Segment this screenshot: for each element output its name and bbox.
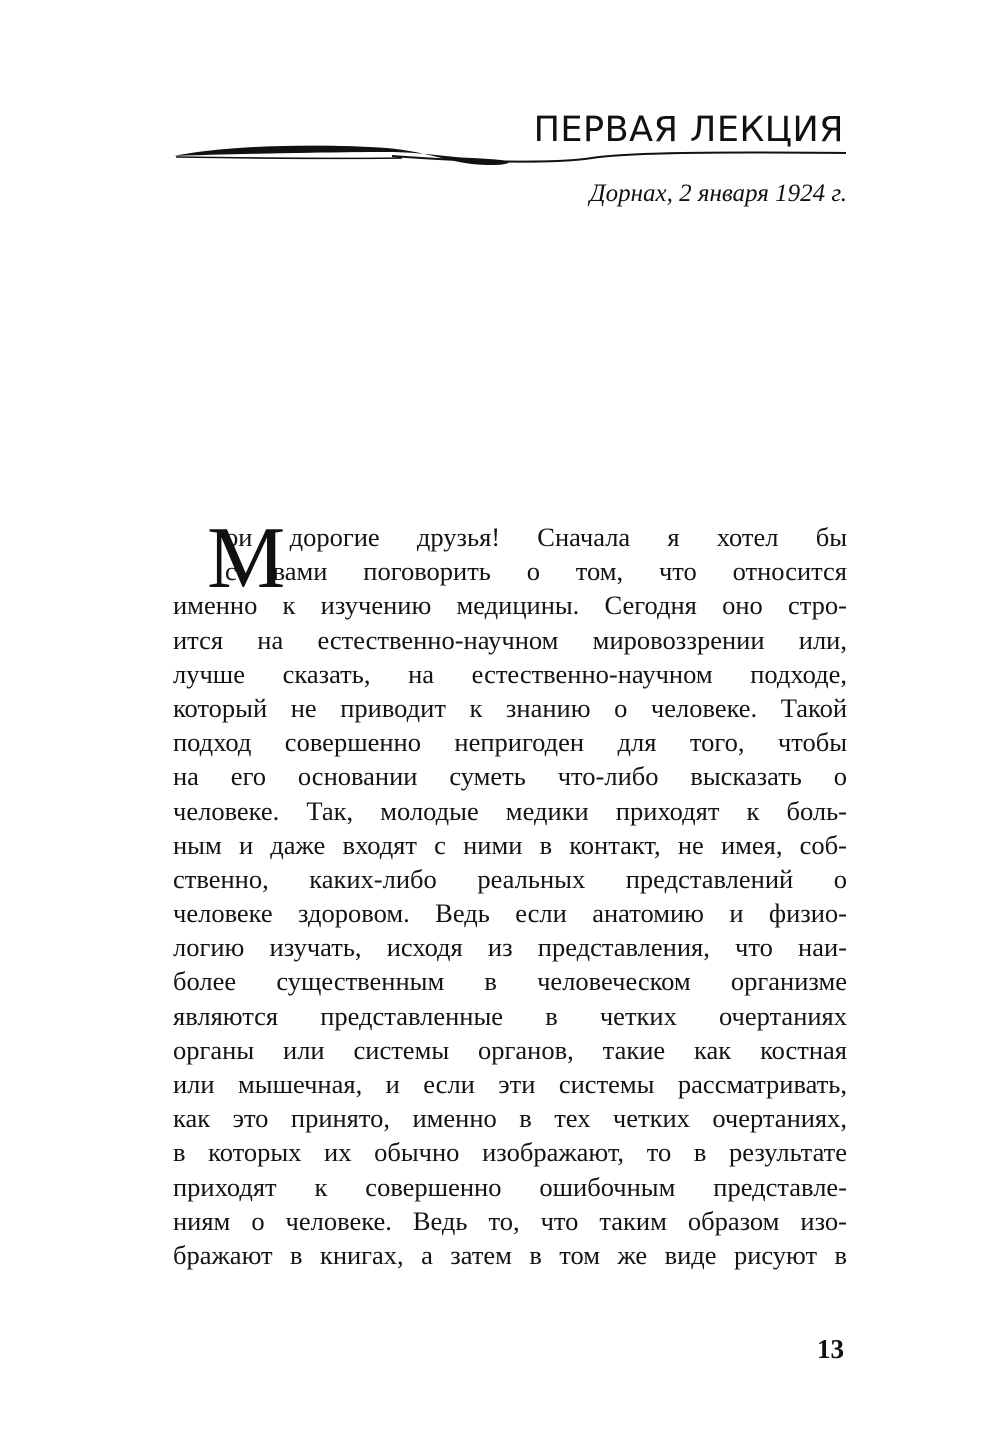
- body-line: ниям о человеке. Ведь то, что таким образом изо-: [173, 1205, 847, 1236]
- lecture-title: ПЕРВАЯ ЛЕКЦИЯ: [533, 110, 844, 150]
- body-line: приходят к совершенно ошибочным представле-: [173, 1171, 847, 1202]
- body-line: подход совершенно непригоден для того, чтобы: [173, 727, 847, 758]
- page-number: 13: [817, 1334, 844, 1364]
- body-line: в которых их обычно изображают, то в результате: [173, 1137, 847, 1168]
- body-line: на его основании суметь что-либо высказать о: [173, 761, 847, 792]
- body-line: лучше сказать, на естественно-научном подходе,: [173, 658, 847, 689]
- body-line: ственно, каких-либо реальных представлений о: [173, 863, 847, 894]
- lecture-dateline: Дорнах, 2 января 1924 г.: [589, 180, 847, 207]
- body-line: более существенным в человеческом организме: [173, 966, 847, 997]
- body-line: логию изучать, исходя из представления, что наи-: [173, 932, 847, 963]
- body-line: который не приводит к знанию о человеке. Такой: [173, 692, 847, 723]
- body-line: человеке здоровом. Ведь если анатомию и физио-: [173, 898, 847, 929]
- body-line: бражают в книгах, а затем в том же виде рисуют в: [173, 1239, 847, 1270]
- body-line: или мышечная, и если эти системы рассматривать,: [173, 1069, 847, 1099]
- body-line: человеке. Так, молодые медики приходят к боль-: [173, 795, 847, 826]
- body-line: именно к изучению медицины. Сегодня оно стро-: [173, 590, 847, 621]
- body-line: ным и даже входят с ними в контакт, не имея, соб-: [173, 829, 847, 860]
- body-line: ится на естественно-научном мировоззрении или,: [173, 624, 847, 655]
- body-line: как это принято, именно в тех четких очертаниях,: [173, 1103, 847, 1134]
- body-line: являются представленные в четких очертаниях: [173, 1000, 847, 1031]
- drop-cap: М: [207, 510, 286, 607]
- body-line: с вами поговорить о том, что относится: [225, 556, 847, 587]
- swash-divider-ornament: [172, 138, 846, 178]
- lecture-body: [173, 510, 847, 1272]
- body-line: ои дорогие друзья! Сначала я хотел бы: [225, 522, 847, 552]
- body-line: органы или системы органов, такие как костная: [173, 1034, 847, 1065]
